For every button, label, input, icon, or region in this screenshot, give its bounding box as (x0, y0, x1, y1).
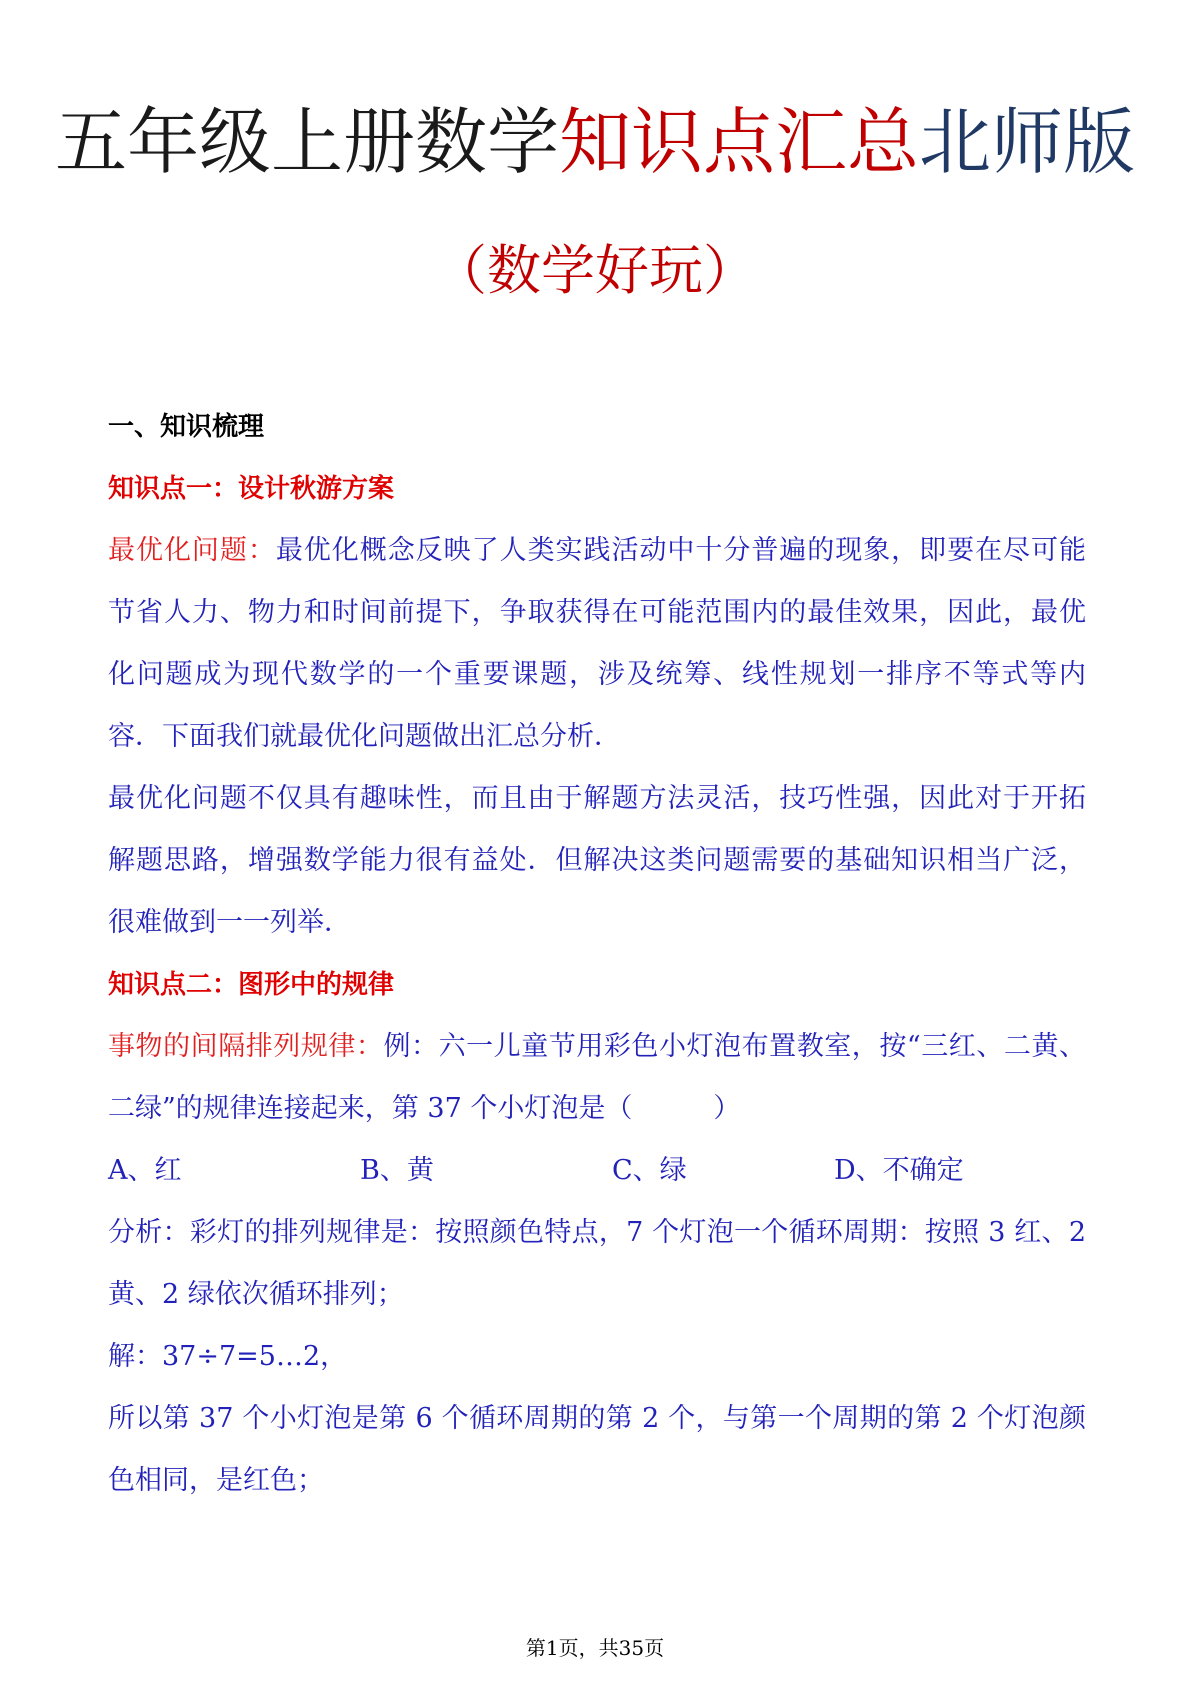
document-body (108, 396, 1086, 1512)
page-subtitle: （数学好玩） (433, 239, 757, 302)
conclusion-line: 色相同，是红色； (108, 1465, 324, 1496)
solution-line: 解：37÷7=5…2， (108, 1341, 348, 1372)
page-title (0, 92, 1190, 192)
term-label-optimization: 最优化问题： (108, 535, 276, 566)
paragraph-line: 最优化问题不仅具有趣味性，而且由于解题方法灵活，技巧性强，因此对于开拓 (108, 783, 1086, 814)
knowledge-point-2-heading: 知识点二：图形中的规律 (108, 970, 395, 1000)
conclusion-line: 所以第 37 个小灯泡是第 6 个循环周期的第 2 个，与第一个周期的第 2 个灯泡颜 (108, 1403, 1086, 1434)
paragraph-line (108, 520, 1086, 582)
question-text: 例：六一儿童节用彩色小灯泡布置教室，按“三红、二黄、 (383, 1031, 1086, 1062)
paragraph-line: 很难做到一一列举． (108, 907, 351, 938)
section-heading: 一、知识梳理 (108, 412, 265, 442)
paragraph-line: 容．下面我们就最优化问题做出汇总分析． (108, 721, 621, 752)
option-a: A、红 (108, 1155, 182, 1186)
title-part-grade: 五年级上册数学 (54, 100, 559, 184)
example-question-line (108, 1016, 1086, 1078)
paragraph-line: 解题思路，增强数学能力很有益处．但解决这类问题需要的基础知识相当广泛， (108, 845, 1086, 876)
paragraph-text: 最优化概念反映了人类实践活动中十分普遍的现象，即要在尽可能 (275, 535, 1087, 566)
option-d: D、不确定 (834, 1155, 964, 1186)
paragraph-line: 化问题成为现代数学的一个重要课题，涉及统筹、线性规划一排序不等式等内 (108, 659, 1086, 690)
title-part-summary: 知识点汇总 (558, 100, 919, 184)
analysis-line: 黄、2 绿依次循环排列； (108, 1279, 404, 1310)
option-c: C、绿 (612, 1155, 687, 1186)
answer-options (108, 1140, 1086, 1202)
option-b: B、黄 (360, 1155, 434, 1186)
title-part-edition: 北师版 (919, 100, 1136, 184)
example-question-line: 二绿”的规律连接起来，第 37 个小灯泡是（ ） (108, 1093, 741, 1124)
knowledge-point-1-heading: 知识点一：设计秋游方案 (108, 474, 395, 504)
analysis-line: 分析：彩灯的排列规律是：按照颜色特点，7 个灯泡一个循环周期：按照 3 红、2 (108, 1217, 1086, 1248)
term-label-interval-pattern: 事物的间隔排列规律： (108, 1031, 384, 1062)
paragraph-line: 节省人力、物力和时间前提下，争取获得在可能范围内的最佳效果，因此，最优 (108, 597, 1086, 628)
page-number: 第1页，共35页 (525, 1636, 665, 1660)
